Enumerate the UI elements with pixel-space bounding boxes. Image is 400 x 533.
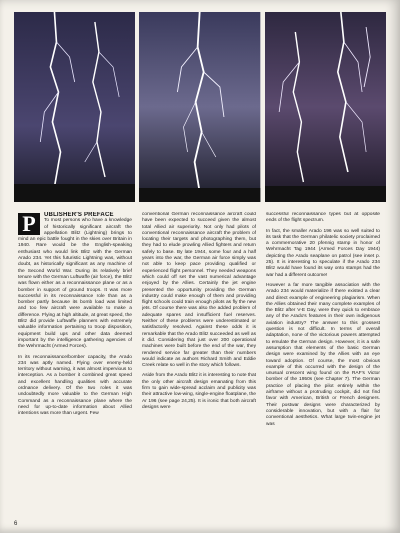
article-column-3 [266, 212, 380, 518]
lightning-photo-right [265, 12, 386, 202]
paragraph: In its reconnaissance/bomber capacity, the Arado 234 was aptly named. Flying over enemy-held territory without warning, it was almost impervious to interception. As a bomber it combined great speed and excellent handling qualities with accurate ordnance delivery. Of the two roles it was undoubtedly more valuable to the German High Command as a reconnaissance plane where the need for up-to-date information about Allied intentions was more than urgent. Few [18, 354, 132, 417]
paragraph: To most persons who have a knowledge of historically significant aircraft the appellation Blitz (Lightning) brings to mind an epic battle fought in the skies over Britain in 1940. Rare would be the English-speaking enthusiast who would link Blitz with the German Arado 234. Yet this futuristic Lightning was, without doubt, as historically significant as any machine of the Second World War. During its relatively brief tenure with the German Luftwaffe (air force), the Blitz was flown either as a reconnaissance plane or as a bomber in support of ground troops. It was more successful in its reconnaissance role than as a bomber partly because its bomb load was limited and too few aircraft were available to make a difference. Flying at high altitude, at great speed, the Blitz did provide Luftwaffe planners with extremely valuable information pertaining to troop disposition, equipment build ups and other data deemed important by the intelligence gathering agencies of the Wehrmacht (Armed Forces). [18, 218, 132, 350]
article-column-1 [18, 212, 132, 518]
lightning-photo-strip [14, 12, 386, 202]
article-heading: UBLISHER'S PREFACE [44, 212, 114, 218]
paragraph: Aside from the Arado Blitz it is interesting to note that the only other aircraft design emanating from this firm to gain wide-spread acclaim and publicity was their attractive low-wing, single-engine floatplane, the Ar 196 (see page 24,25). It is ironic that both aircraft designs were [142, 373, 256, 410]
paragraph: However a far more tangible association with the Arado 234 would materialize if there existed a clear and direct example of engineering plagiarism. When the Allies obtained their many complete examples of the Blitz after V-E Day, were they quick to embrace any of the Arado's features in their own indigenous aviation industry? The answer to this grossest question is not difficult. In terms of overall adaptation, none of the victorious powers attempted to emulate the German design. However, it is a safe assumption that elements of the basic German design were examined by the Allies with an eye toward adoption. Of course, the most obvious example of this occurred with the design of the unusual crescent wing found on the RAF's Victor bomber of the 1950s (see Chapter 7). The German practice of placing the pilot entirely within the airframe without a protruding cockpit, did not find favor with American, British or French designers. Their postwar designs were characterized by considerable innovation, but with a flair for conventional aesthetics. What large twin-engine jet was [266, 282, 380, 427]
lightning-photo-center [139, 12, 260, 202]
paragraph: successful reconnaissance types but at opposite ends of the flight spectrum. [266, 212, 380, 224]
lightning-photo-left [14, 12, 135, 202]
article-body [18, 212, 380, 518]
page-number: 6 [14, 521, 18, 527]
drop-cap: P [18, 213, 40, 235]
paragraph: conventional German reconnaissance aircraft could have been expected to succeed given the almost total Allied air superiority. Not only had pilots of conventional reconnaissance aircraft the problem of locating their targets and photographing them, but they had to elude prowling Allied fighters and return safely to base. By late 1944, some four and a half years into the war, the German air force simply was not able to keep pace providing qualified or experienced flight personnel. They needed weapons which could off set the vast numerical advantage enjoyed by the Allies. Certainly the jet engine presented the opportunity providing the German industry could make enough of them and providing flight schools could train enough pilots as fly the new jets. Of course there was also the added problem of adequate spares and insufficient fuel reserves. Neither of these problems were underestimated or satisfactorily resolved. Against these odds it is remarkable that the Arado Blitz succeeded as well as it did. Considering that just over 200 operational machines were built before the end of the war, they rendered service far greater than their numbers would indicate as authors Richard Smith and Eddie Creek relate so well in the story which follows. [142, 212, 256, 369]
article-column-2 [142, 212, 256, 518]
paragraph: In fact, the smaller Arado 196 was so well suited to its task that the German philatelic society proclaimed a commemorative 20 pfennig stamp in honor of Wehrmacht Tag 1944 (Armed Forces Day 1944) depicting the Arado seaplane on patrol (see inset p. 25). It is interesting to speculate if the Arado 234 Blitz would have found its way onto stamps had the war had a different outcome! [266, 228, 380, 278]
